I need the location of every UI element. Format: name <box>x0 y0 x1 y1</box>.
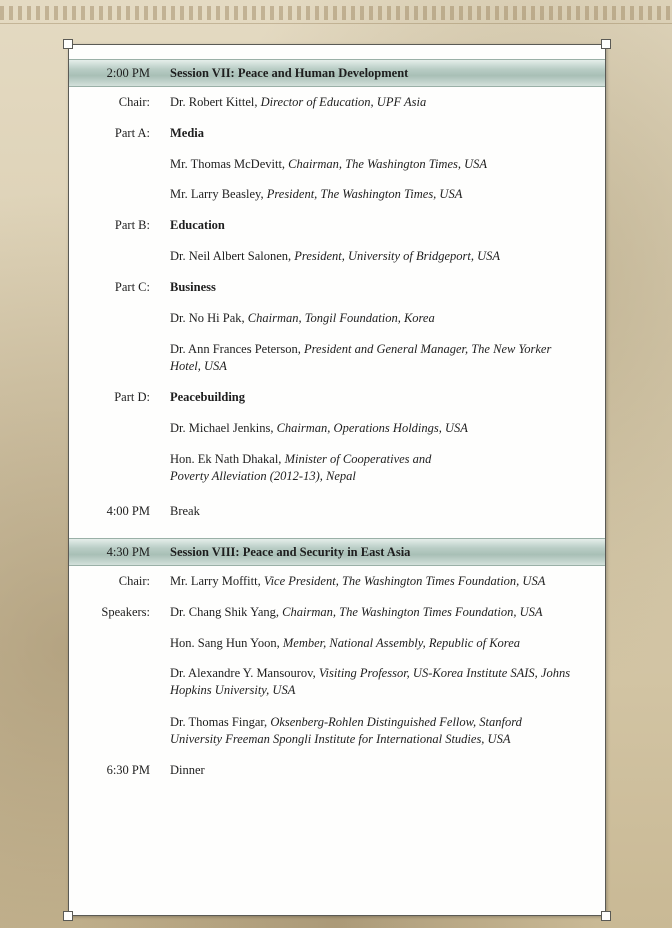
person-role: Chairman, Operations Holdings, USA <box>276 421 468 435</box>
session-time: 4:00 PM <box>106 504 150 518</box>
corner-ornament <box>601 39 611 49</box>
person-role: Member, National Assembly, Republic of Korea <box>282 636 521 650</box>
person-entry <box>170 186 595 203</box>
person-name: Mr. Thomas McDevitt, <box>170 157 289 171</box>
dinner-label: Dinner <box>170 763 205 777</box>
part-heading: Business <box>170 280 216 294</box>
person-role: Oksenberg-Rohlen Distinguished Fellow, Stanford University Freeman Spongli Institute for International Studies, USA <box>170 715 522 746</box>
person-name: Dr. Chang Shik Yang, <box>170 605 283 619</box>
person-name: Hon. Ek Nath Dhakal, <box>170 452 285 466</box>
person-entry <box>170 94 595 111</box>
person-role: President, The Washington Times, USA <box>266 187 463 201</box>
session-time: 2:00 PM <box>106 66 150 80</box>
person-name: Dr. Neil Albert Salonen, <box>170 249 295 263</box>
person-entry <box>170 310 595 327</box>
row-label: Part A: <box>114 126 150 140</box>
person-role: Minister of Cooperatives and <box>284 452 432 466</box>
person-entry <box>170 420 595 437</box>
person-role: Director of Education, UPF Asia <box>260 95 427 109</box>
person-role: Chairman, The Washington Times Foundation, USA <box>282 605 543 619</box>
person-name: Dr. Robert Kittel, <box>170 95 261 109</box>
corner-ornament <box>601 911 611 921</box>
corner-ornament <box>63 911 73 921</box>
person-entry <box>170 604 595 621</box>
person-role: President, University of Bridgeport, USA <box>294 249 501 263</box>
session-time: 4:30 PM <box>106 545 150 559</box>
part-heading: Peacebuilding <box>170 390 246 404</box>
person-role: Chairman, Tongil Foundation, Korea <box>247 311 435 325</box>
person-name: Dr. Ann Frances Peterson, <box>170 342 305 356</box>
person-name: Hon. Sang Hun Yoon, <box>170 636 283 650</box>
row-label: Part B: <box>114 218 150 232</box>
session-header <box>69 538 605 566</box>
decorative-border <box>0 6 672 20</box>
person-entry <box>170 714 550 748</box>
person-name: Mr. Larry Beasley, <box>170 187 267 201</box>
person-name: Mr. Larry Moffitt, <box>170 574 264 588</box>
person-role: Vice President, The Washington Times Foundation, USA <box>263 574 546 588</box>
person-role: Visiting Professor, US-Korea Institute SAIS, Johns Hopkins University, USA <box>170 666 571 697</box>
person-role: Poverty Alleviation (2012-13), Nepal <box>170 469 356 483</box>
row-label: Chair: <box>118 95 150 109</box>
person-role: President and General Manager, The New Yorker Hotel, USA <box>170 342 552 373</box>
break-label: Break <box>170 504 200 518</box>
row-label: Part D: <box>114 390 150 404</box>
person-entry <box>170 635 595 652</box>
person-entry <box>170 573 595 590</box>
session-time: 6:30 PM <box>106 763 150 777</box>
person-entry <box>170 156 595 173</box>
session-header <box>69 59 605 87</box>
person-name: Dr. Alexandre Y. Mansourov, <box>170 666 319 680</box>
person-entry <box>170 341 580 375</box>
person-entry <box>170 248 595 265</box>
person-entry <box>170 451 595 485</box>
row-label: Speakers: <box>101 605 150 619</box>
row-label: Part C: <box>114 280 150 294</box>
person-role: Chairman, The Washington Times, USA <box>288 157 488 171</box>
person-name: Dr. Thomas Fingar, <box>170 715 271 729</box>
person-entry <box>170 665 595 699</box>
person-name: Dr. Michael Jenkins, <box>170 421 277 435</box>
part-heading: Media <box>170 126 205 140</box>
corner-ornament <box>63 39 73 49</box>
part-heading: Education <box>170 218 225 232</box>
program-panel <box>68 44 606 916</box>
person-name: Dr. No Hi Pak, <box>170 311 248 325</box>
session-title: Session VII: Peace and Human Development <box>170 66 409 80</box>
row-label: Chair: <box>118 574 150 588</box>
session-title: Session VIII: Peace and Security in East Asia <box>170 545 411 559</box>
